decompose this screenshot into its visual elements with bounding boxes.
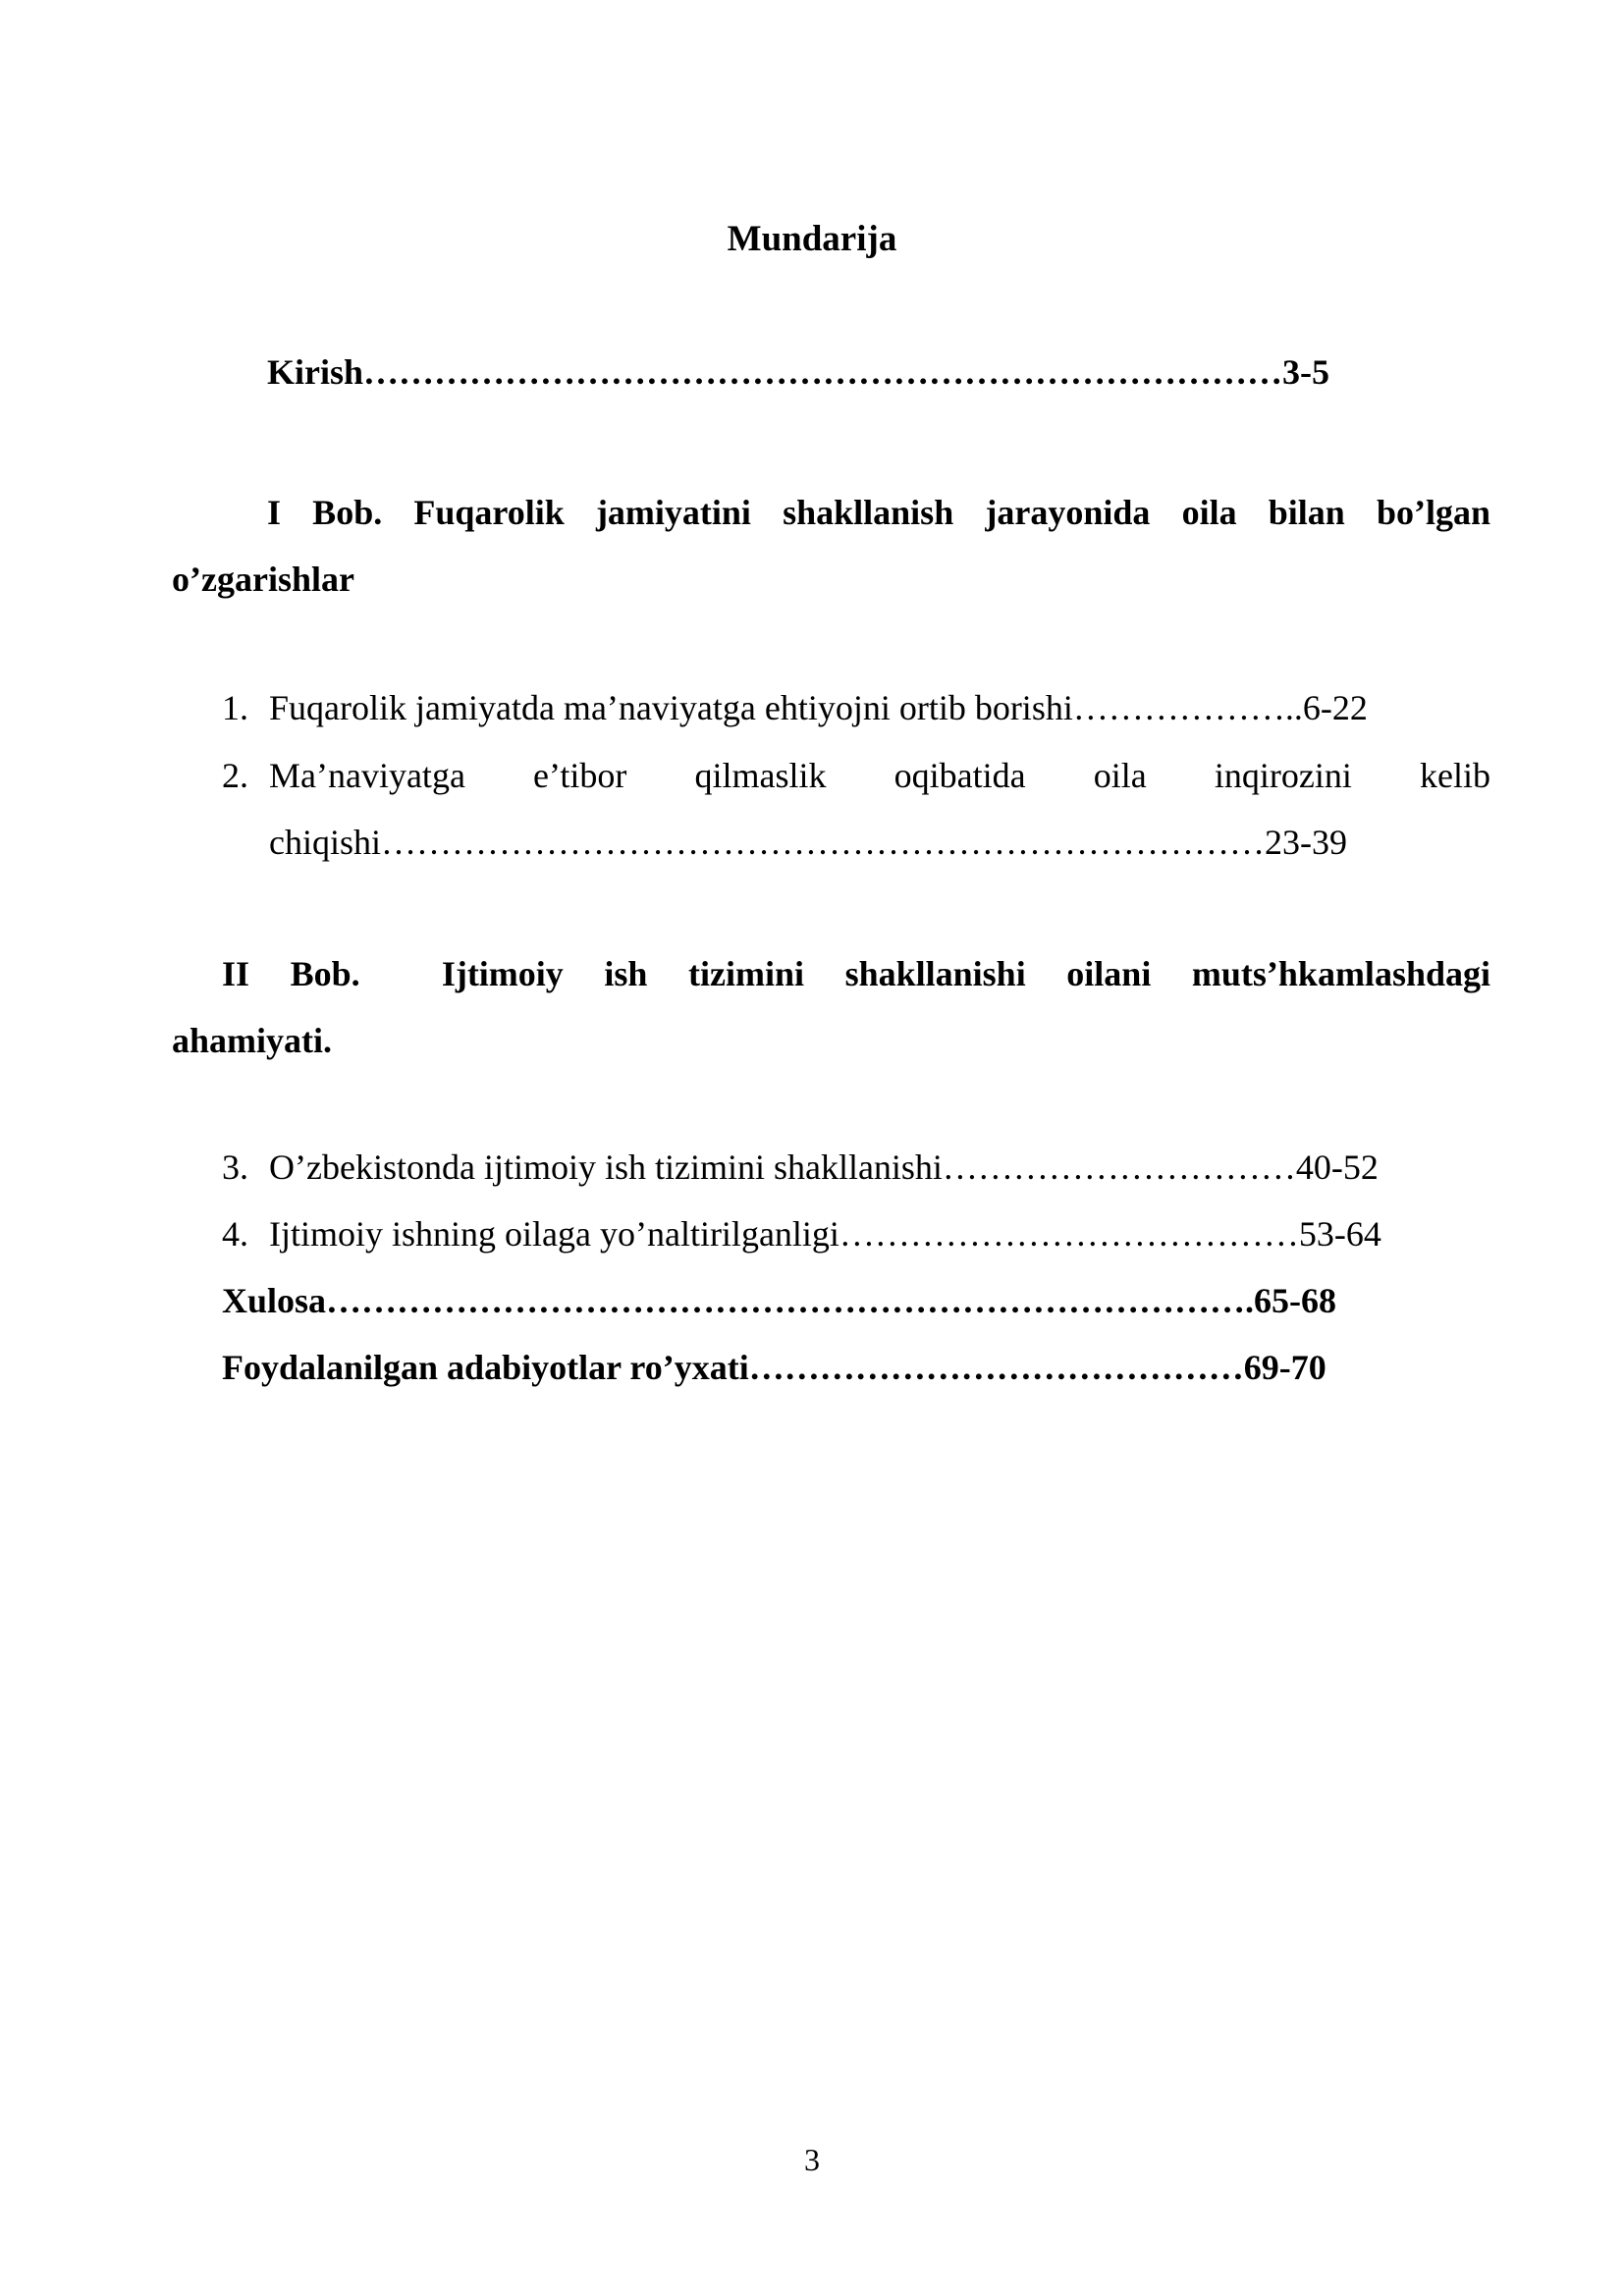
toc-chapter-1 — [172, 479, 1490, 613]
toc-entry-2-line-1 — [222, 742, 1490, 809]
chapter-1-heading-line-2: o’zgarishlar — [172, 560, 354, 599]
toc-entry-4 — [222, 1210, 1498, 1257]
toc-entry-4-text: Ijtimoiy ishning oilaga yo’naltirilganligi…………………………………53-64 — [269, 1214, 1381, 1254]
toc-entry-1 — [222, 684, 1498, 731]
toc-entry-xulosa: Xulosa…………………………………………………………………….65-68 — [222, 1281, 1337, 1320]
toc-entry-1-text: Fuqarolik jamiyatda ma’naviyatga ehtiyojni ortib borishi………………..6-22 — [269, 688, 1368, 727]
toc-entry-adabiyotlar: Foydalanilgan adabiyotlar ro’yxati……………………………………69-70 — [222, 1348, 1326, 1387]
chapter-2-heading-line-1: II Bob. Ijtimoiy ish tizimini shakllanishi oilani muts’hkamlashdagi — [222, 954, 1490, 993]
toc-entry-3-number: 3. — [222, 1148, 248, 1187]
toc-entry-1-number: 1. — [222, 688, 248, 727]
chapter-1-heading-line-1: I Bob. Fuqarolik jamiyatini shakllanish jarayonida oila bilan bo’lgan — [267, 493, 1490, 532]
page-title: Mundarija — [727, 219, 897, 259]
chapter-2-heading-line-2: ahamiyati. — [172, 1021, 333, 1060]
page-number: 3 — [804, 2142, 820, 2177]
toc-entry-4-number: 4. — [222, 1214, 248, 1254]
toc-entry-2 — [222, 742, 1490, 876]
toc-entry-2-number: 2. — [222, 756, 248, 795]
toc-entry-3 — [222, 1144, 1498, 1191]
toc-entry-kirish: Kirish……………………………………………………………………3-5 — [267, 352, 1330, 392]
toc-chapter-2 — [172, 940, 1490, 1074]
toc-entry-3-text: O’zbekistonda ijtimoiy ish tizimini shakllanishi…………………………40-52 — [269, 1148, 1379, 1187]
toc-entry-2-text-line-1: Ma’naviyatga e’tibor qilmaslik oqibatida oila inqirozini kelib — [269, 756, 1490, 795]
toc-entry-2-text-line-2: chiqishi…………………………………………………………………23-39 — [269, 823, 1347, 862]
